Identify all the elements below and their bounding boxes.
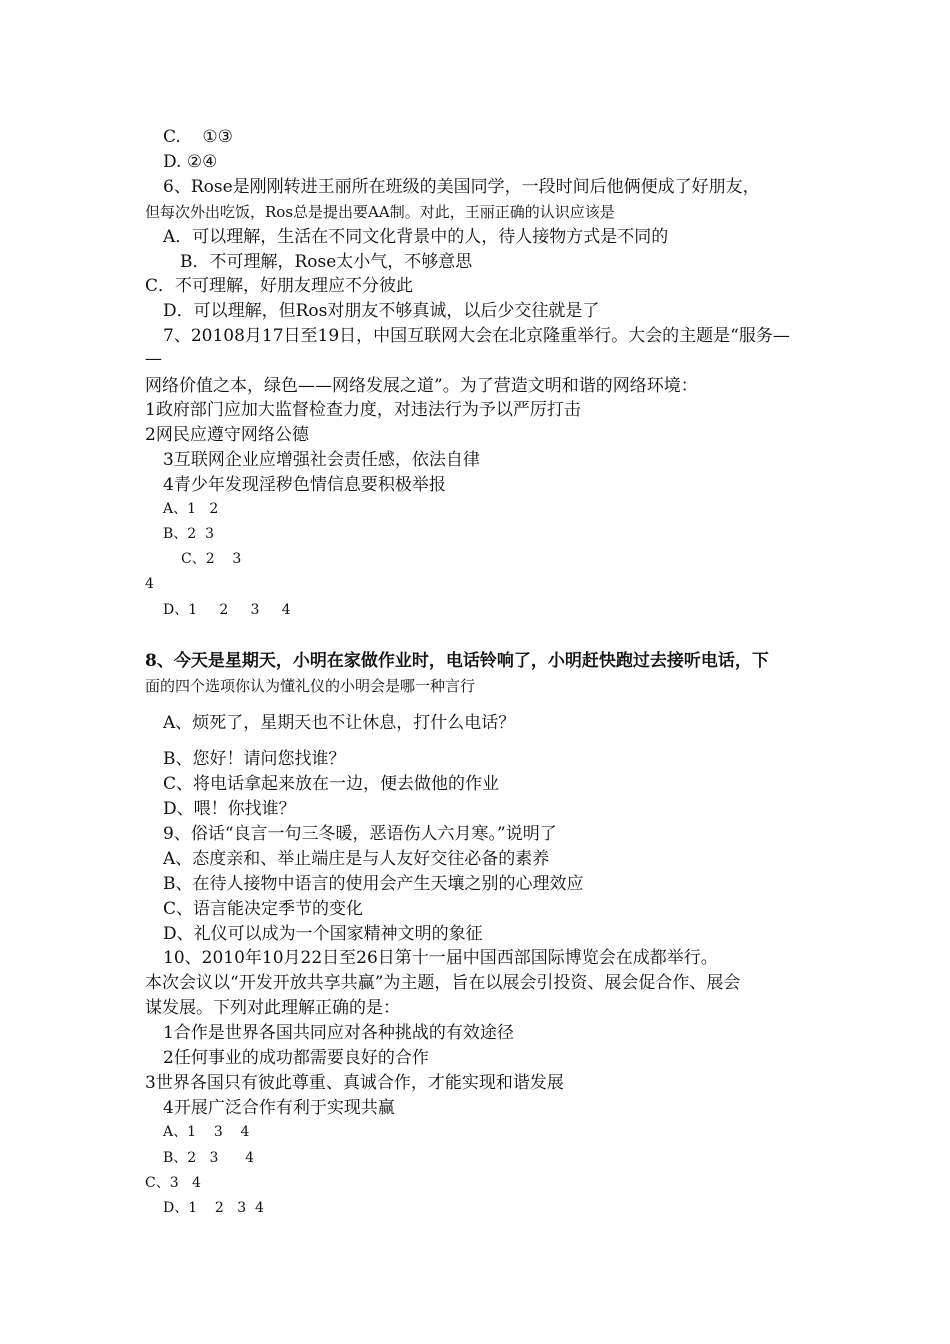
q6-option-a: A．可以理解，生活在不同文化背景中的人，待人接物方式是不同的	[163, 227, 669, 247]
q7-stem-line1: 7、20108月17日至19日，中国互联网大会在北京隆重举行。大会的主题是“服务—	[163, 326, 790, 346]
q10-option-d: D、1 2 3 4	[163, 1200, 264, 1216]
q7-option-b: B、2 3	[163, 526, 215, 542]
q7-option-d: D、1 2 3 4	[163, 602, 291, 618]
q9-stem: 9、俗话“良言一句三冬暖，恶语伤人六月寒。”说明了	[163, 824, 557, 844]
q7-statement-3: 3互联网企业应增强社会责任感，依法自律	[163, 450, 480, 470]
q5-option-d: D. ②④	[163, 152, 218, 172]
q7-stem-line3: 网络价值之本，绿色——网络发展之道”。为了营造文明和谐的网络环境：	[145, 376, 698, 396]
q7-statement-1: 1政府部门应加大监督检查力度，对违法行为予以严厉打击	[145, 400, 581, 420]
q10-statement-2: 2任何事业的成功都需要良好的合作	[163, 1048, 429, 1068]
q7-option-a: A、1 2	[163, 501, 219, 517]
q8-stem-line1: 8、今天是星期天，小明在家做作业时，电话铃响了，小明赶快跑过去接听电话，下	[145, 651, 769, 671]
q7-statement-4: 4青少年发现淫秽色情信息要积极举报	[163, 475, 446, 495]
q10-stem-line1: 10、2010年10月22日至26日第十一届中国西部国际博览会在成都举行。	[163, 948, 718, 968]
q7-statement-2: 2网民应遵守网络公德	[145, 425, 309, 445]
q6-option-d: D．可以理解，但Ros对朋友不够真诚，以后少交往就是了	[163, 301, 600, 321]
q7-option-c-cont: 4	[145, 576, 154, 592]
q7-stem-line2: —	[145, 349, 162, 369]
q10-stem-line2: 本次会议以“开发开放共享共赢”为主题，旨在以展会引投资、展会促合作、展会	[145, 973, 741, 993]
q6-option-b: B．不可理解，Rose太小气，不够意思	[180, 252, 473, 272]
q10-option-a: A、1 3 4	[163, 1124, 250, 1140]
q8-option-d: D、喂！你找谁？	[163, 799, 296, 819]
q6-stem-line1: 6、Rose是刚刚转进王丽所在班级的美国同学，一段时间后他俩便成了好朋友，	[163, 177, 760, 197]
q9-option-b: B、在待人接物中语言的使用会产生天壤之别的心理效应	[163, 874, 584, 894]
q8-option-b: B、您好！请问您找谁？	[163, 749, 346, 769]
q8-option-c: C、将电话拿起来放在一边，便去做他的作业	[163, 774, 500, 794]
q9-option-c: C、语言能决定季节的变化	[163, 899, 364, 919]
q9-option-d: D、礼仪可以成为一个国家精神文明的象征	[163, 924, 483, 944]
q7-option-c: C、2 3	[181, 551, 242, 567]
q6-stem-line2: 但每次外出吃饭，Ros总是提出要AA制。对此，王丽正确的认识应该是	[145, 203, 615, 221]
q10-statement-3: 3世界各国只有彼此尊重、真诚合作，才能实现和谐发展	[145, 1073, 564, 1093]
q8-stem-line2: 面的四个选项你认为懂礼仪的小明会是哪一种言行	[145, 677, 476, 695]
q10-option-c: C、3 4	[145, 1175, 201, 1191]
q5-option-c: C. ①③	[163, 127, 233, 147]
q10-statement-4: 4开展广泛合作有利于实现共赢	[163, 1098, 395, 1118]
q9-option-a: A、态度亲和、举止端庄是与人友好交往必备的素养	[163, 849, 550, 869]
q10-stem-line3: 谋发展。下列对此理解正确的是：	[145, 998, 400, 1018]
q10-option-b: B、2 3 4	[163, 1150, 255, 1166]
q6-option-c: C．不可理解，好朋友理应不分彼此	[145, 276, 414, 296]
q8-option-a: A、烦死了，星期天也不让休息，打什么电话？	[163, 713, 516, 733]
q10-statement-1: 1合作是世界各国共同应对各种挑战的有效途径	[163, 1023, 514, 1043]
